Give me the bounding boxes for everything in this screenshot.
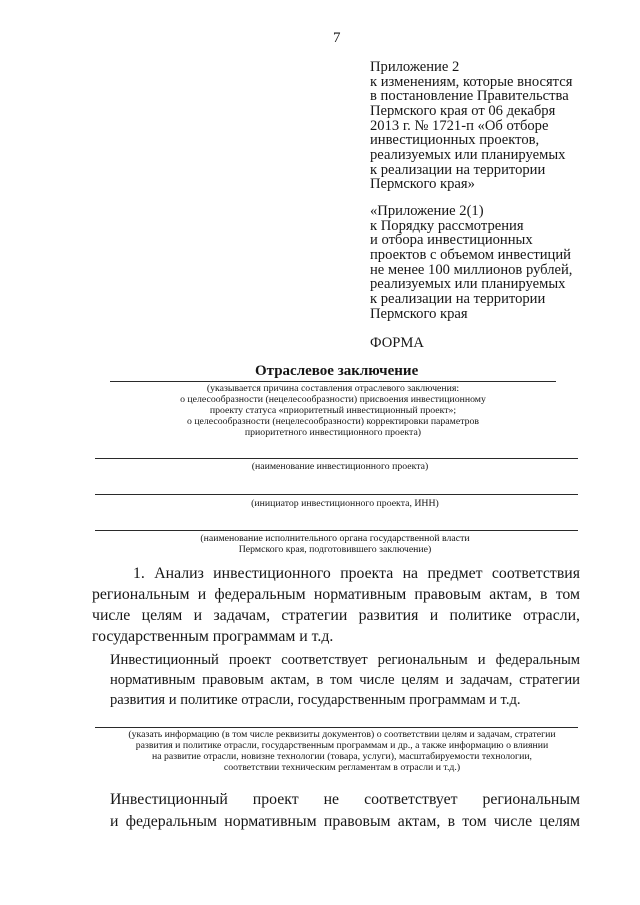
info-caption-line: развития и политике отрасли, государственным программам и др., а также информацию о влиянии xyxy=(135,740,549,751)
appendix-2-1-line: «Приложение 2(1) xyxy=(370,203,484,219)
initiator-fill-line xyxy=(95,494,578,495)
project-name-caption-text: (наименование инвестиционного проекта) xyxy=(251,461,429,472)
compliant-statement-line: Инвестиционный проект соответствует региональным и федеральным xyxy=(110,652,580,668)
authority-caption-line: Пермского края, подготовившего заключение) xyxy=(238,544,432,555)
info-caption-line: (указать информацию (в том числе реквизиты документов) о соответствии целям и задачам, стратегии xyxy=(128,729,556,740)
noncompliant-statement-line: Инвестиционный проект не соответствует региональным xyxy=(110,791,580,808)
appendix-header-line: к изменениям, которые вносятся xyxy=(370,73,573,90)
appendix-2-1-line: к реализации на территории xyxy=(370,290,546,307)
reason-caption-line: проекту статуса «приоритетный инвестиционный проект»; xyxy=(209,405,457,416)
info-caption-line: на развитие отрасли, новизне технологии (товара, услуги), масштабируемости технологии, xyxy=(151,751,533,762)
section-1-line: государственным программам и т.д. xyxy=(92,628,334,645)
appendix-header-line: в постановление Правительства xyxy=(370,88,569,105)
compliant-statement xyxy=(110,650,580,710)
appendix-header-line: инвестиционных проектов, xyxy=(370,132,540,149)
appendix-2-1-header xyxy=(370,204,582,321)
document-title: Отраслевое заключение xyxy=(255,363,419,379)
initiator-caption xyxy=(95,498,595,509)
appendix-2-1-line: реализуемых или планируемых xyxy=(370,276,566,293)
appendix-2-1-line: к Порядку рассмотрения xyxy=(370,217,524,234)
reason-caption xyxy=(110,383,556,438)
initiator-caption-text: (инициатор инвестиционного проекта, ИНН) xyxy=(251,498,439,509)
reason-caption-line: приоритетного инвестиционного проекта) xyxy=(244,427,422,438)
noncompliant-statement-line: и федеральным нормативным правовым актам, в том числе целям xyxy=(110,813,580,830)
reason-fill-line xyxy=(110,381,556,382)
section-1-line: 1. Анализ инвестиционного проекта на предмет соответствия xyxy=(133,565,580,582)
compliant-statement-line: нормативным правовым актам, в том числе целям и задачам, стратегии xyxy=(110,672,580,688)
form-label: ФОРМА xyxy=(370,335,424,351)
section-1-line: числе целям и задачам, стратегии развития и политике отрасли, xyxy=(92,607,580,624)
info-caption-line: соответствии техническим регламентам в отрасли и т.д.) xyxy=(223,762,461,773)
appendix-header xyxy=(370,60,582,192)
appendix-2-1-line: Пермского края xyxy=(370,305,468,322)
noncompliant-statement xyxy=(110,789,580,833)
compliant-statement-line: развития и политике отрасли, государственным программам и т.д. xyxy=(110,692,521,708)
info-caption xyxy=(95,729,589,773)
project-name-fill-line xyxy=(95,458,578,459)
authority-caption xyxy=(95,533,575,555)
project-name-caption xyxy=(95,461,585,472)
section-1-heading xyxy=(92,563,580,647)
authority-caption-line: (наименование исполнительного органа государственной власти xyxy=(200,533,470,544)
section-1-line: региональным и федеральным нормативным правовым актам, в том xyxy=(92,586,580,603)
appendix-2-1-line: не менее 100 миллионов рублей, xyxy=(370,261,573,278)
authority-fill-line xyxy=(95,530,578,531)
appendix-header-line: 2013 г. № 1721-п «Об отборе xyxy=(370,117,549,134)
appendix-2-1-line: проектов с объемом инвестиций xyxy=(370,246,571,263)
appendix-header-line: Пермского края от 06 декабря xyxy=(370,102,556,119)
appendix-2-1-line: и отбора инвестиционных xyxy=(370,232,533,249)
appendix-header-line: Пермского края» xyxy=(370,176,475,193)
appendix-header-line: реализуемых или планируемых xyxy=(370,146,566,163)
reason-caption-line: о целесообразности (нецелесообразности) корректировки параметров xyxy=(186,416,480,427)
appendix-header-line: к реализации на территории xyxy=(370,161,546,178)
info-fill-line xyxy=(95,727,578,728)
page-number: 7 xyxy=(333,30,341,46)
appendix-header-line: Приложение 2 xyxy=(370,59,460,75)
reason-caption-line: (указывается причина составления отраслевого заключения: xyxy=(206,383,460,394)
reason-caption-line: о целесообразности (нецелесообразности) присвоения инвестиционному xyxy=(180,394,486,405)
